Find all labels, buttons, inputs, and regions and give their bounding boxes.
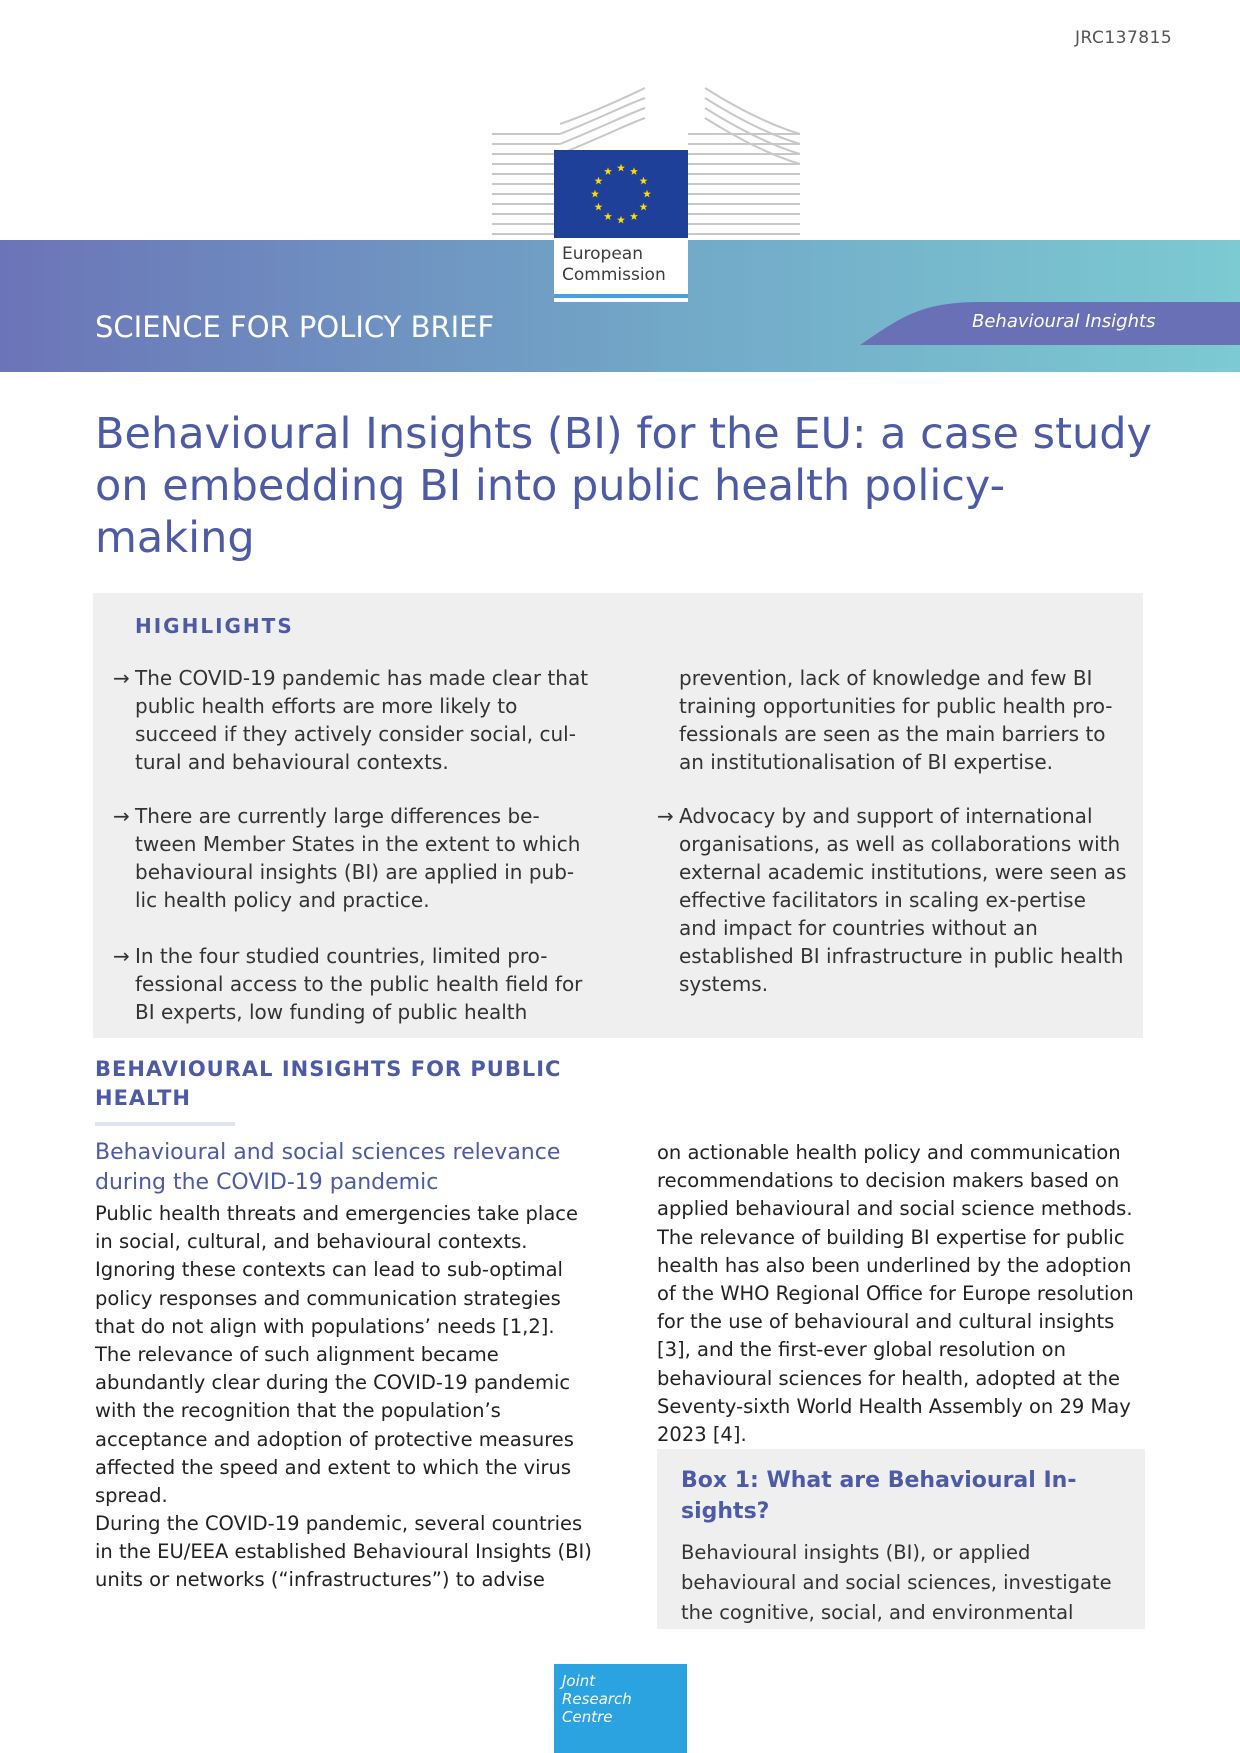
eu-star-icon bbox=[594, 203, 602, 211]
eu-star-icon bbox=[640, 203, 648, 211]
ec-logo-line2: Commission bbox=[562, 265, 666, 285]
topic-label: Behavioural Insights bbox=[972, 311, 1156, 332]
highlight-item: → Advocacy by and support of international organisations, as well as collaborations with external academic institutions, were seen as effective facilitators in scaling ex-pertise and impact for countries without an established BI infrastructure in public health systems. bbox=[657, 804, 1127, 996]
highlight-item: → The COVID-19 pandemic has made clear that public health efforts are more likely to succeed if they actively consider social, cul-tural and behavioural contexts. bbox=[113, 666, 589, 774]
highlight-item-continued: prevention, lack of knowledge and few BI training opportunities for public health pro-fessionals are seen as the main barriers to an institutionalisation of BI expertise. bbox=[679, 666, 1113, 774]
info-box-title: Box 1: What are Behavioural In-sights? bbox=[681, 1468, 1077, 1524]
section-divider bbox=[95, 1122, 235, 1126]
highlights-heading: HIGHLIGHTS bbox=[135, 614, 294, 638]
arrow-right-icon: → bbox=[657, 804, 674, 828]
subsection-heading: Behavioural and social sciences relevance during the COVID-19 pandemic bbox=[95, 1140, 561, 1195]
eu-star-icon bbox=[630, 212, 638, 220]
eu-star-icon bbox=[604, 167, 612, 175]
arrow-right-icon: → bbox=[113, 804, 130, 828]
ec-logo-line1: European bbox=[562, 244, 643, 264]
jrc-logo bbox=[554, 1664, 687, 1753]
eu-star-icon bbox=[643, 190, 651, 198]
eu-star-icon bbox=[630, 167, 638, 175]
highlight-item: → There are currently large differences be-tween Member States in the extent to which behavioural insights (BI) are applied in pub-lic health policy and practice. bbox=[113, 804, 581, 912]
eu-star-icon bbox=[591, 190, 599, 198]
jrc-logo-line1: Joint bbox=[562, 1672, 596, 1690]
section-heading: BEHAVIOURAL INSIGHTS FOR PUBLIC HEALTH bbox=[95, 1057, 562, 1110]
body-paragraph: on actionable health policy and communication recommendations to decision makers based on applied behavioural and social science methods. The relevance of building BI expertise for public health has also been underlined by the adoption of the WHO Regional Office for Europe resolution for the use of behavioural and cultural insights [3], and the first-ever global resolution on behavioural sciences for health, adopted at the Seventy-sixth World Health Assembly on 29 May 2023 [4]. bbox=[657, 1141, 1134, 1447]
arrow-right-icon: → bbox=[113, 944, 130, 968]
document-id: JRC137815 bbox=[1075, 28, 1173, 48]
body-paragraph: Public health threats and emergencies take place in social, cultural, and behavioural contexts. Ignoring these contexts can lead to sub-optimal policy responses and communication strategies that do not align with populations’ needs [1,2]. The relevance of such alignment became abundantly clear during the COVID-19 pandemic with the recognition that the population’s acceptance and adoption of protective measures affected the speed and extent to which the virus spread. bbox=[95, 1202, 579, 1508]
eu-star-icon bbox=[640, 177, 648, 185]
highlight-item: → In the four studied countries, limited pro-fessional access to the public health field for BI experts, low funding of public health bbox=[113, 944, 583, 1024]
jrc-logo-line3: Centre bbox=[562, 1708, 613, 1726]
body-paragraph: During the COVID-19 pandemic, several countries in the EU/EEA established Behavioural Insights (BI) units or networks (“infrastructures”) to advise bbox=[95, 1512, 592, 1592]
arrow-right-icon: → bbox=[113, 666, 130, 690]
page-title: Behavioural Insights (BI) for the EU: a case study on embedding BI into public health policy-making bbox=[95, 409, 1152, 563]
brief-type-label: SCIENCE FOR POLICY BRIEF bbox=[95, 310, 495, 344]
eu-star-icon bbox=[617, 216, 625, 224]
eu-star-icon bbox=[594, 177, 602, 185]
eu-star-icon bbox=[604, 212, 612, 220]
eu-star-icon bbox=[617, 164, 625, 172]
info-box-body: Behavioural insights (BI), or applied behavioural and social sciences, investigate the cognitive, social, and environmental bbox=[681, 1541, 1112, 1624]
european-commission-logo bbox=[554, 150, 688, 302]
eu-flag-icon bbox=[554, 150, 688, 238]
jrc-logo-line2: Research bbox=[562, 1690, 632, 1708]
